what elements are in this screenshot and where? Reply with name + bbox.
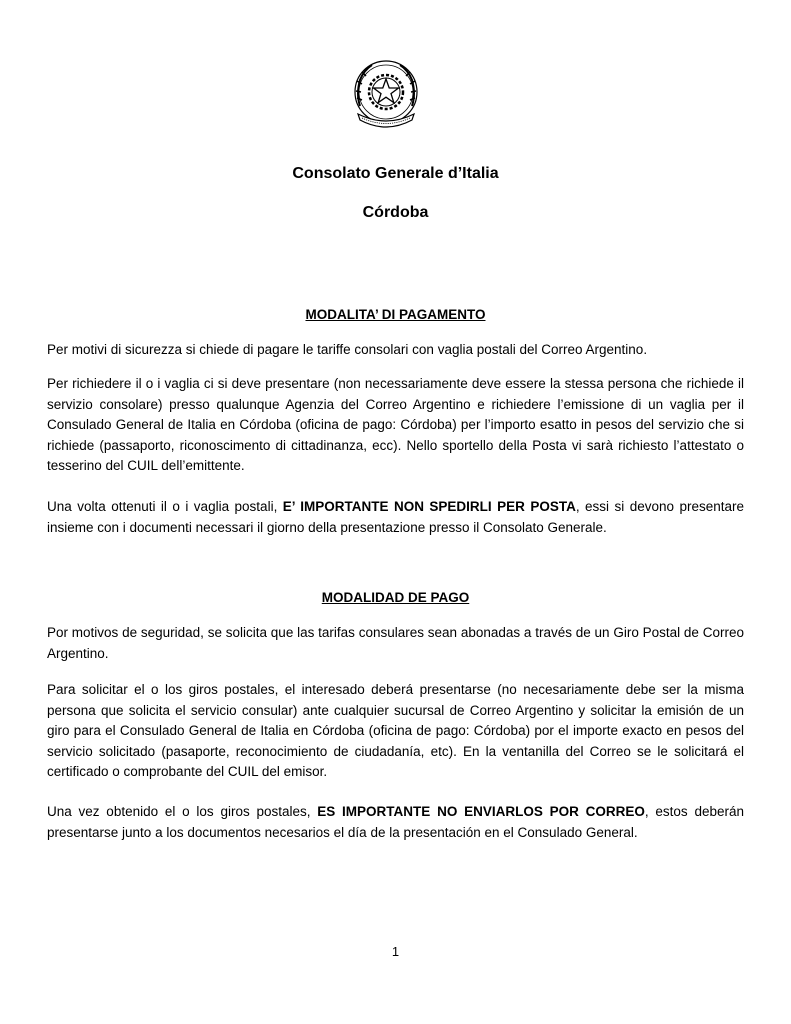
- italian-warning: E’ IMPORTANTE NON SPEDIRLI PER POSTA: [282, 499, 576, 514]
- page-number: 1: [391, 944, 400, 959]
- spanish-section-title: MODALIDAD DE PAGO: [321, 590, 470, 605]
- consulate-city: Córdoba: [362, 204, 429, 221]
- spanish-paragraph-3-end: , estos deberán presentarse junto a los documentos necesarios el día de la presentación en el Consulado General.: [47, 804, 744, 840]
- consulate-name: Consolato Generale d’Italia: [292, 165, 499, 182]
- italian-paragraph-1: Per motivi di sicurezza si chiede di pagare le tariffe consolari con vaglia postali del Correo Argentino.: [47, 342, 648, 357]
- italian-paragraph-2: Per richiedere il o i vaglia ci si deve presentare (non necessariamente deve essere la stessa persona che richiede il servizio consolare) presso qualunque Agenzia del Correo Argentino e richiedere l’emissione di un vaglia per il Consulado General de Italia en Córdoba (oficina de pago: Córdoba) per l’importo esatto in pesos del servizio che si richiede (passaporto, riconoscimento di cittadinanza, ecc). Nello sportello della Posta vi sarà richiesto l’attestato o tesserino del CUIL dell’emittente.: [47, 376, 744, 473]
- spanish-paragraph-3-start: Una vez obtenido el o los giros postales,: [47, 804, 318, 819]
- spanish-paragraph-1: Por motivos de seguridad, se solicita que las tarifas consulares sean abonadas a través de un Giro Postal de Correo Argentino.: [47, 625, 744, 661]
- italian-paragraph-3: [47, 497, 744, 538]
- spanish-paragraph-3: [47, 802, 744, 843]
- spanish-paragraph-2: Para solicitar el o los giros postales, el interesado deberá presentarse (no necesariamente debe ser la misma persona que solicita el servicio consular) ante cualquier sucursal de Correo Argentino y solicitar la emisión de un giro para el Consulado General de Italia en Córdoba (oficina de pago: Córdoba) por el importe exacto en pesos del servicio solicitado (pasaporte, reconocimiento de ciudadanía, etc). En la ventanilla del Correo se le solicitará el certificado o comprobante del CUIL del emisor.: [47, 682, 744, 779]
- italian-section-title: MODALITA’ DI PAGAMENTO: [305, 307, 486, 322]
- italian-paragraph-3-end: , essi si devono presentare insieme con i documenti necessari il giorno della presentazione presso il Consolato Generale.: [47, 499, 745, 535]
- italian-paragraph-3-start: Una volta ottenuti il o i vaglia postali,: [47, 499, 283, 514]
- italian-republic-emblem-icon: [348, 56, 424, 132]
- spanish-warning: ES IMPORTANTE NO ENVIARLOS POR CORREO: [317, 804, 645, 819]
